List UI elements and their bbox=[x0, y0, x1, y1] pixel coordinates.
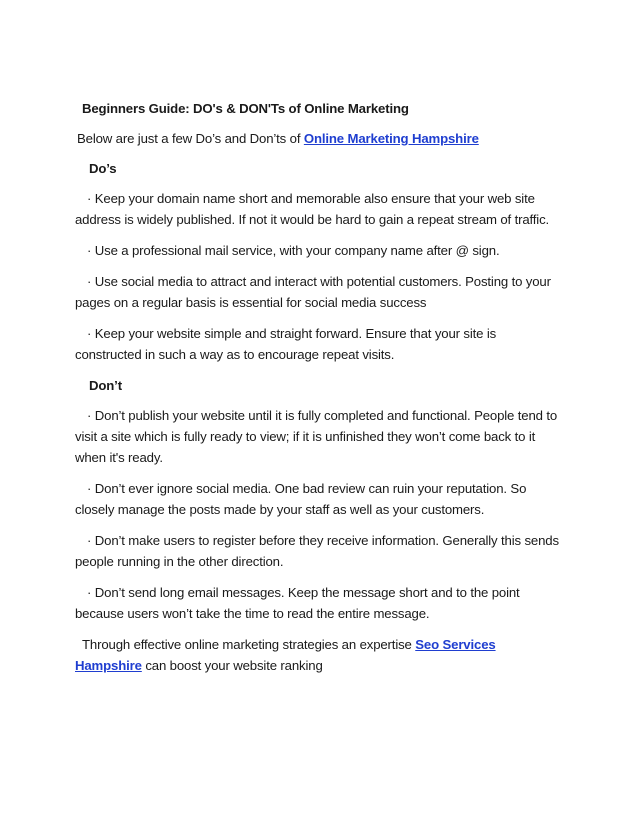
donts-item bbox=[75, 478, 560, 520]
dos-item-text: · Keep your domain name short and memorable also ensure that your web site address is widely published. If not it would be hard to gain a repeat stream of traffic. bbox=[75, 191, 550, 227]
dos-heading: Do’s bbox=[89, 161, 117, 176]
donts-item-text: · Don’t send long email messages. Keep the message short and to the point because users won’t take the time to read the entire message. bbox=[75, 585, 520, 621]
dos-item-text: · Use social media to attract and interact with potential customers. Posting to your pages on a regular basis is essential for social media success bbox=[75, 274, 551, 310]
intro-text: Below are just a few Do’s and Don’ts of bbox=[77, 131, 304, 146]
donts-heading: Don’t bbox=[89, 378, 122, 393]
donts-item bbox=[75, 405, 560, 468]
dos-item-text: · Use a professional mail service, with your company name after @ sign. bbox=[87, 243, 500, 258]
donts-item-text: · Don’t make users to register before they receive information. Generally this sends people running in the other direction. bbox=[75, 533, 559, 569]
dos-item bbox=[75, 271, 560, 313]
dos-item bbox=[75, 188, 560, 230]
intro-paragraph bbox=[75, 128, 560, 149]
closing-tail: can boost your website ranking bbox=[141, 658, 323, 673]
dos-item-text: · Keep your website simple and straight forward. Ensure that your site is constructed in such a way as to encourage repeat visits. bbox=[75, 326, 497, 362]
document-page bbox=[75, 98, 560, 686]
document-title: Beginners Guide: DO's & DON'Ts of Online Marketing bbox=[82, 101, 409, 116]
donts-item-text: · Don’t ever ignore social media. One bad review can ruin your reputation. So closely manage the posts made by your staff as well as your customers. bbox=[75, 481, 527, 517]
dos-item bbox=[75, 323, 560, 365]
closing-paragraph bbox=[75, 634, 560, 676]
closing-text: Through effective online marketing strategies an expertise bbox=[82, 637, 416, 652]
dos-item bbox=[75, 240, 560, 261]
donts-item-text: · Don’t publish your website until it is fully completed and functional. People tend to visit a site which is fully ready to view; if it is unfinished they won’t come back to it when it's ready. bbox=[75, 408, 558, 465]
online-marketing-hampshire-link[interactable]: Online Marketing Hampshire bbox=[303, 131, 479, 146]
seo-services-hampshire-link[interactable]: Seo Services Hampshire bbox=[75, 637, 496, 673]
donts-item bbox=[75, 582, 560, 624]
donts-item bbox=[75, 530, 560, 572]
